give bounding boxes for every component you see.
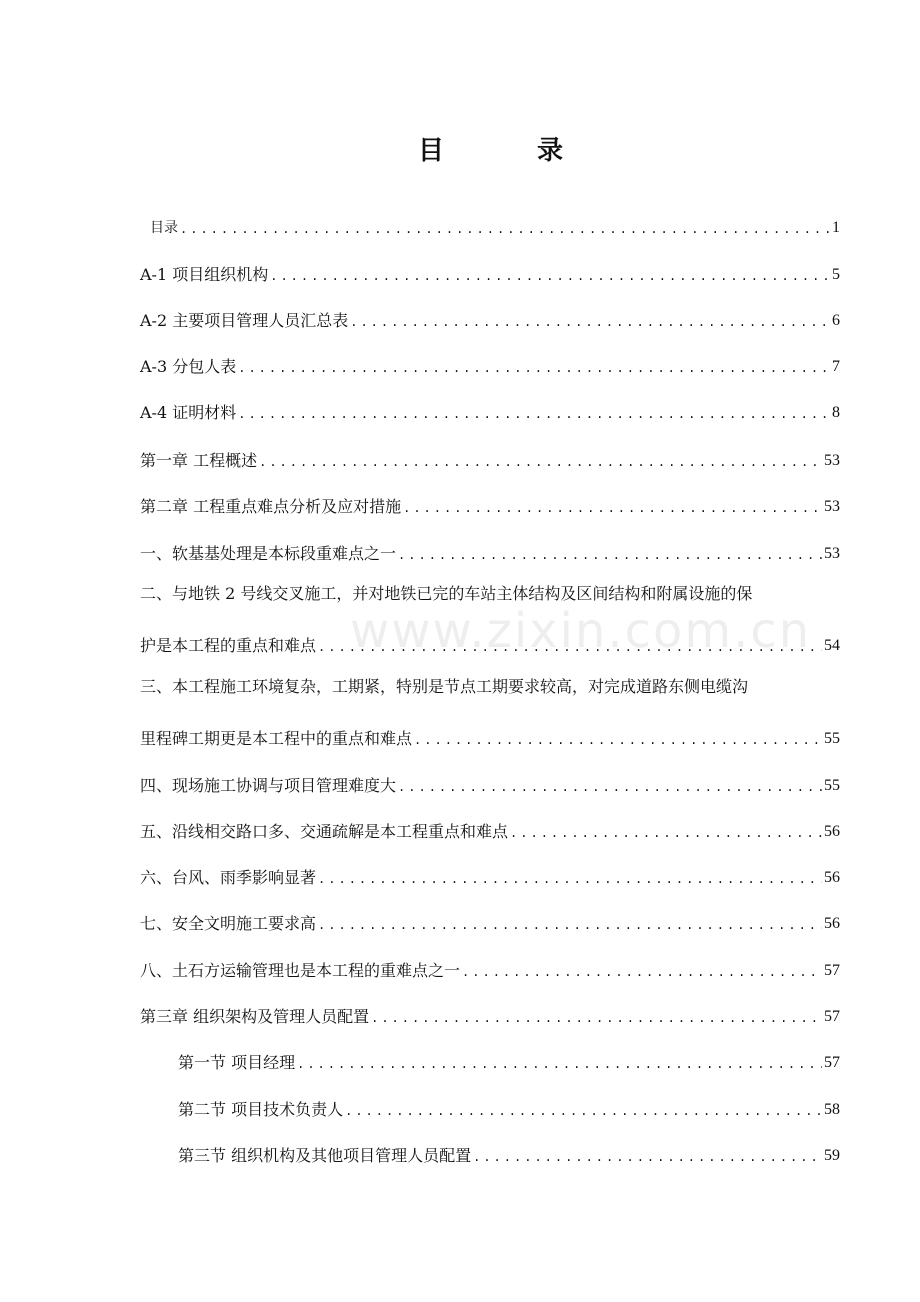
toc-entry[interactable]: [178, 1140, 840, 1166]
toc-entry-text: A-2 主要项目管理人员汇总表: [140, 311, 349, 330]
toc-entry-page: 59: [824, 1147, 840, 1164]
toc-entry[interactable]: [178, 1094, 840, 1120]
title-char-1: 目: [418, 136, 445, 166]
toc-entry[interactable]: [140, 908, 840, 934]
toc-entry-text: 第三节 组织机构及其他项目管理人员配置: [178, 1146, 472, 1165]
toc-entry-page: 55: [824, 730, 840, 747]
toc-entry[interactable]: [140, 1001, 840, 1027]
toc-entry[interactable]: [140, 305, 840, 331]
toc-entry-text: A-4 证明材料: [140, 403, 237, 422]
toc-leader-dots: [270, 267, 830, 285]
toc-leader-dots: [398, 778, 822, 796]
toc-entry[interactable]: [140, 491, 840, 517]
toc-entry-line1[interactable]: [140, 584, 840, 610]
toc-entry[interactable]: [140, 723, 840, 749]
toc-entry-text: 第一节 项目经理: [178, 1053, 296, 1072]
toc-entry-page: 56: [824, 915, 840, 932]
toc-entry-page: 6: [832, 312, 840, 329]
toc-leader-dots: [462, 963, 822, 981]
toc-entry-page: 56: [824, 869, 840, 886]
toc-leader-dots: [345, 1102, 822, 1120]
toc-entry[interactable]: [178, 1047, 840, 1073]
toc-leader-dots: [403, 499, 822, 517]
toc-leader-dots: [414, 731, 822, 749]
toc-entry[interactable]: [140, 351, 840, 377]
toc-entry-text: 护是本工程的重点和难点: [140, 636, 317, 655]
watermark: www.zixin.com.cn: [350, 603, 812, 659]
toc-leader-dots: [350, 313, 830, 331]
toc-entry[interactable]: [140, 630, 840, 656]
toc-entry[interactable]: [140, 397, 840, 423]
toc-entry-page: 8: [832, 404, 840, 421]
toc-entry[interactable]: [140, 445, 840, 471]
toc-entry[interactable]: [140, 955, 840, 981]
toc-leader-dots: [371, 1009, 822, 1027]
toc-leader-dots: [510, 824, 822, 842]
toc-entry-page: 53: [824, 545, 840, 562]
toc-entry-text: 第三章 组织架构及管理人员配置: [140, 1007, 370, 1026]
toc-entry[interactable]: [140, 862, 840, 888]
toc-entry-text: 四、现场施工协调与项目管理难度大: [140, 776, 397, 795]
toc-entry-line1[interactable]: [140, 677, 840, 703]
toc-entry-page: 5: [832, 266, 840, 283]
title-char-2: 录: [537, 136, 564, 166]
toc-entry-page: 57: [824, 962, 840, 979]
toc-entry-text: 第一章 工程概述: [140, 451, 258, 470]
toc-entry-text: 二、与地铁 2 号线交叉施工，并对地铁已完的车站主体结构及区间结构和附属设施的保: [140, 584, 753, 603]
toc-entry-text: 五、沿线相交路口多、交通疏解是本工程重点和难点: [140, 822, 509, 841]
toc-entry-text: 三、本工程施工环境复杂，工期紧，特别是节点工期要求较高，对完成道路东侧电缆沟: [140, 677, 749, 696]
toc-entry-text: 一、软基基处理是本标段重难点之一: [140, 544, 397, 563]
toc-entry-page: 57: [824, 1008, 840, 1025]
toc-entry-text: 里程碑工期更是本工程中的重点和难点: [140, 729, 413, 748]
toc-entry-page: 57: [824, 1054, 840, 1071]
toc-leader-dots: [473, 1148, 822, 1166]
toc-entry-text: 八、土石方运输管理也是本工程的重难点之一: [140, 961, 461, 980]
toc-leader-dots: [297, 1055, 822, 1073]
toc-leader-dots: [318, 870, 822, 888]
toc-entry-page: 56: [824, 823, 840, 840]
toc-entry-page: 53: [824, 452, 840, 469]
toc-entry-page: 54: [824, 637, 840, 654]
toc-entry-text: A-1 项目组织机构: [140, 265, 269, 284]
toc-entry-page: 55: [824, 777, 840, 794]
toc-entry-page: 58: [824, 1101, 840, 1118]
toc-leader-dots: [238, 405, 830, 423]
toc-entry[interactable]: [140, 259, 840, 285]
toc-leader-dots: [398, 546, 822, 564]
toc-entry-text: A-3 分包人表: [140, 357, 237, 376]
toc-entry-page: 53: [824, 498, 840, 515]
toc-entry-text: 第二节 项目技术负责人: [178, 1100, 344, 1119]
toc-entry-text: 七、安全文明施工要求高: [140, 914, 317, 933]
toc-leader-dots: [318, 638, 822, 656]
toc-leader-dots: [238, 359, 830, 377]
toc-entry[interactable]: [140, 538, 840, 564]
toc-entry-page: 7: [832, 358, 840, 375]
toc-entry[interactable]: [140, 770, 840, 796]
toc-entry[interactable]: [140, 212, 840, 238]
toc-entry-text: 第二章 工程重点难点分析及应对措施: [140, 497, 402, 516]
toc-entry-text: 六、台风、雨季影响显著: [140, 868, 317, 887]
toc-leader-dots: [318, 916, 822, 934]
toc-entry-page: 1: [832, 219, 840, 236]
toc-leader-dots: [259, 453, 822, 471]
toc-entry[interactable]: [140, 816, 840, 842]
toc-entry-text: 目录: [150, 220, 178, 236]
toc-leader-dots: [180, 220, 830, 238]
